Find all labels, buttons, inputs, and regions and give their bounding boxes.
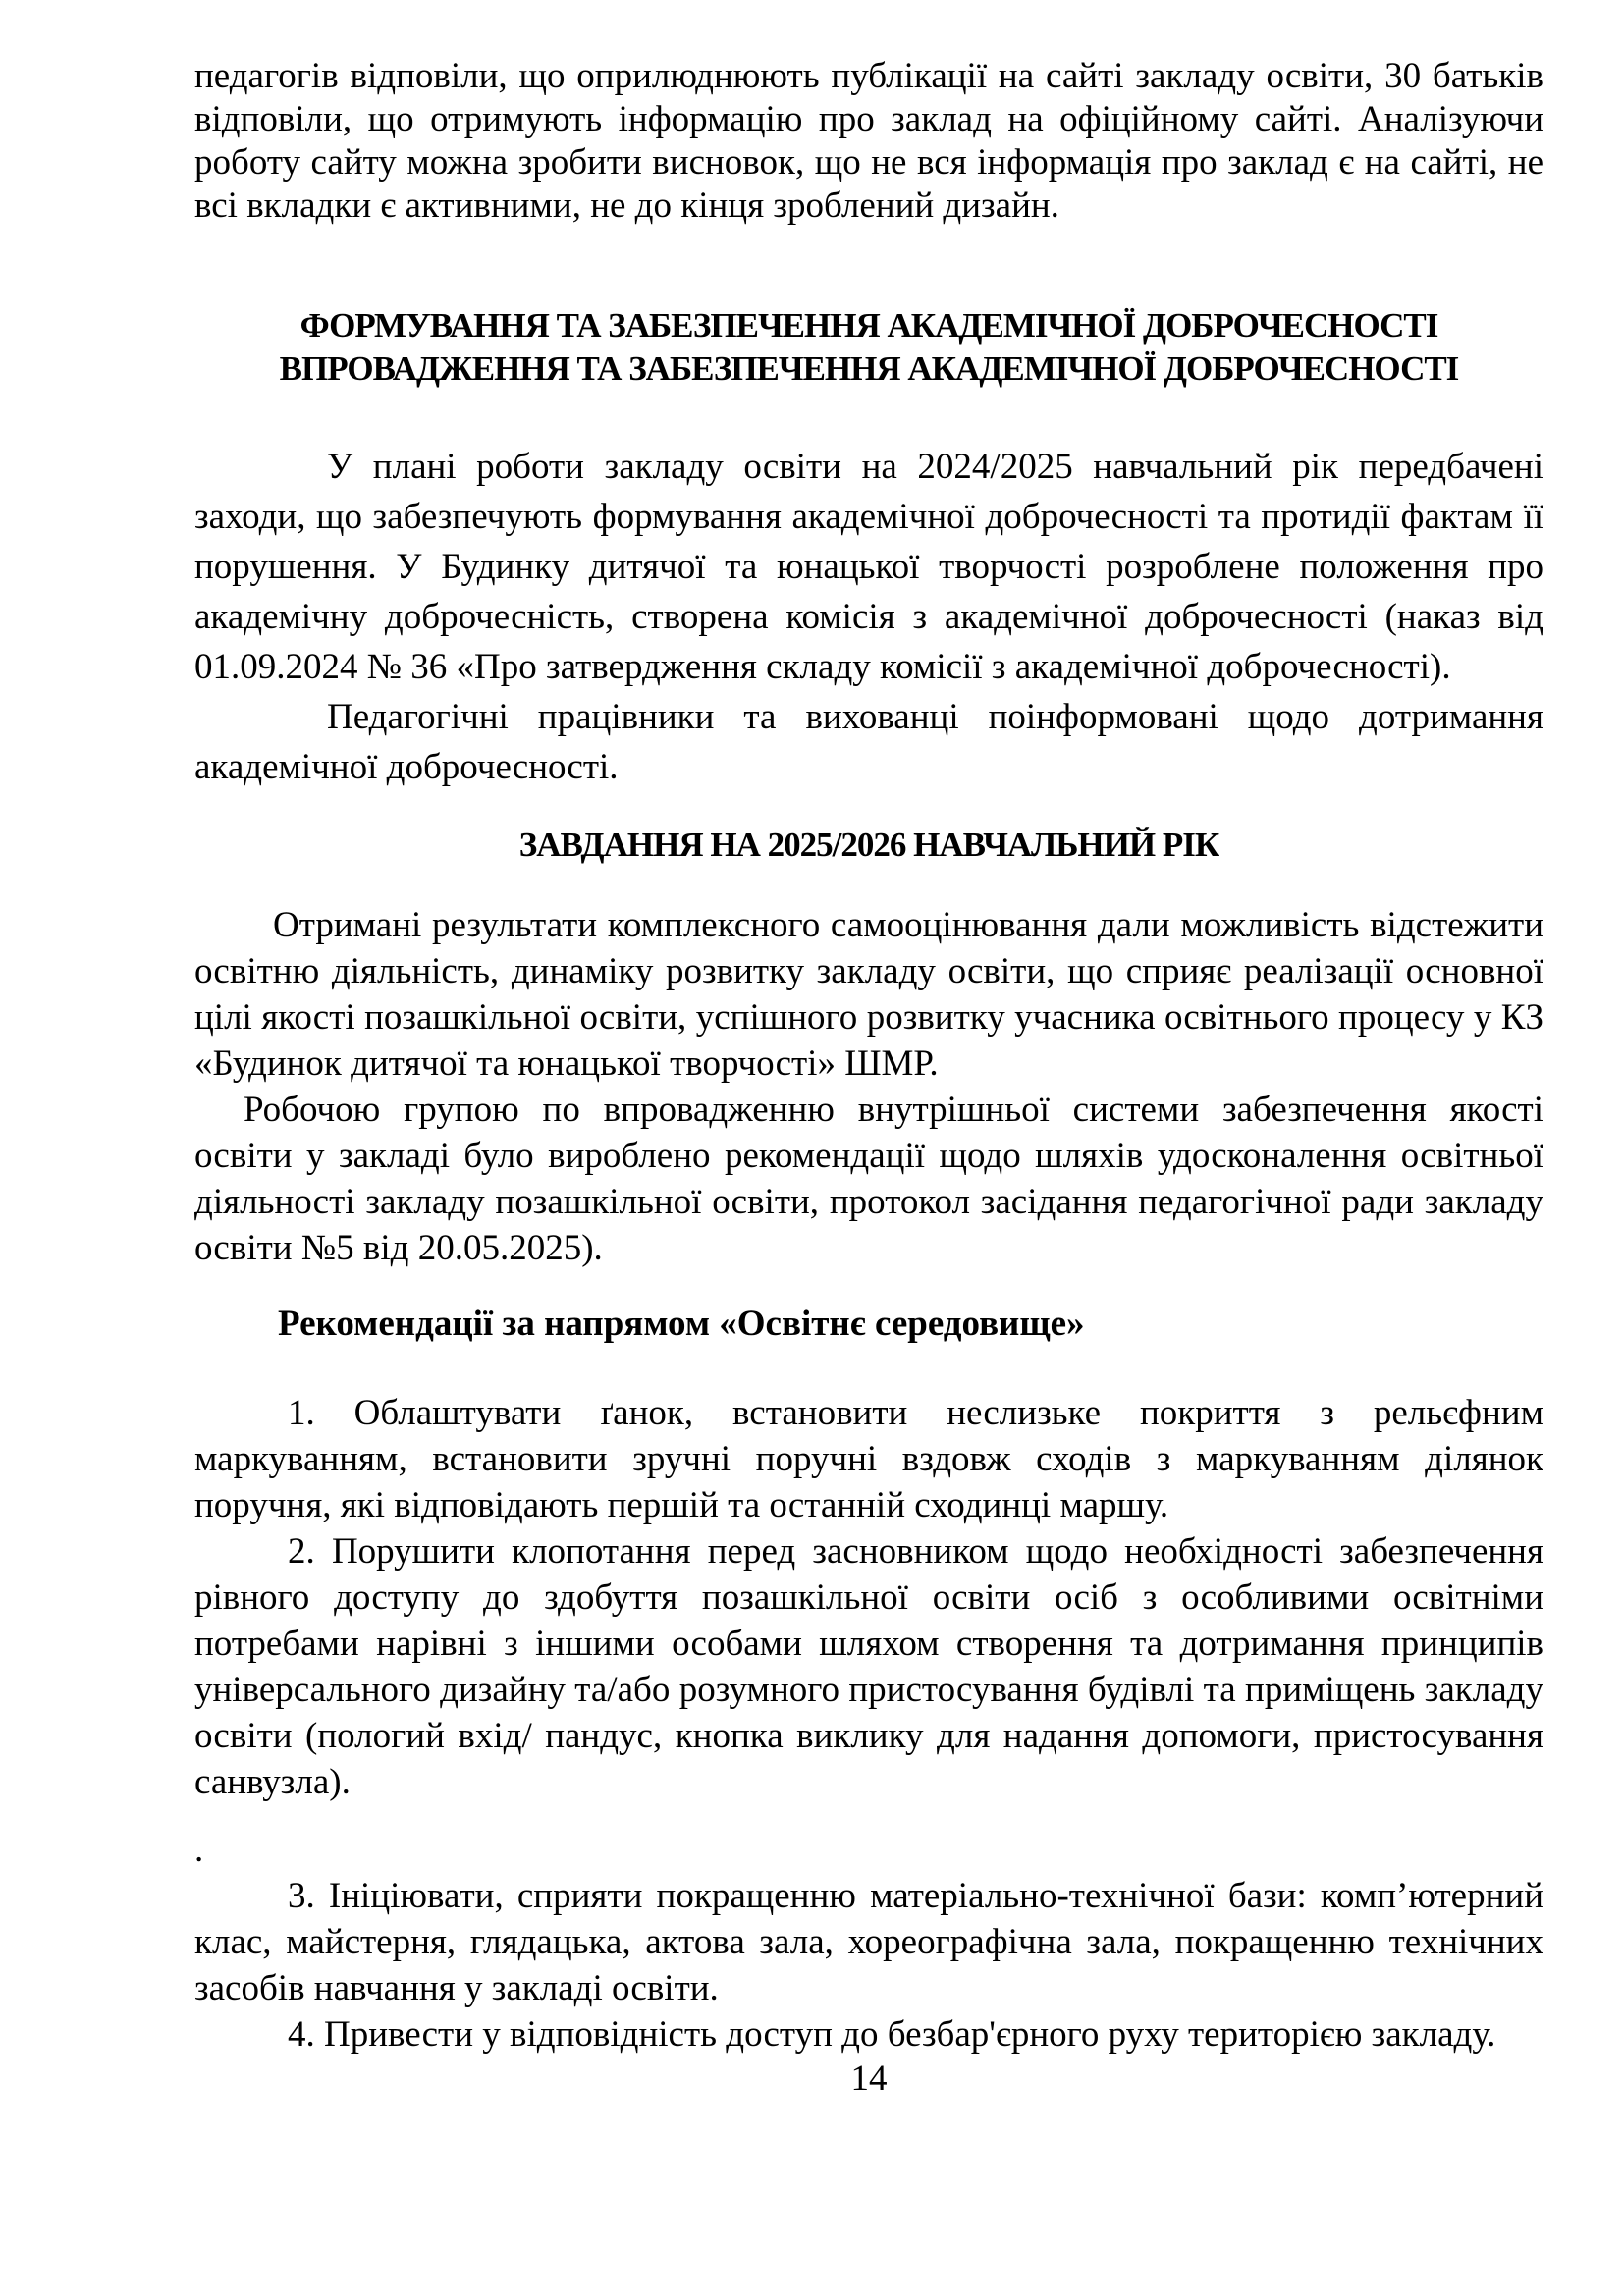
recommendation-item-2 xyxy=(194,1528,1543,1805)
recommendation-item-1-number: 1. xyxy=(288,1393,354,1433)
tasks-paragraph-2: Робочою групою по впровадженню внутрішньої системи забезпечення якості освіти у закладі було вироблено рекомендації щодо шляхів удосконалення освітньої діяльності закладу позашкільної освіти, протокол засідання педагогічної ради закладу освіти №5 від 20.05.2025). xyxy=(194,1090,1543,1268)
stray-period: . xyxy=(194,1830,204,1870)
recommendation-item-4-number: 4. xyxy=(288,2014,324,2055)
tasks-heading: ЗАВДАННЯ НА 2025/2026 НАВЧАЛЬНИЙ РІК xyxy=(518,826,1219,864)
academic-integrity-heading xyxy=(194,304,1543,391)
page-number: 14 xyxy=(850,2058,888,2099)
recommendation-item-3-text: Ініціювати, сприяти покращенню матеріально-технічної бази: комп’ютерний клас, майстерня, глядацька, актова зала, хореографічна зала, покращенню технічних засобів навчання у закладі освіти. xyxy=(194,1876,1544,2008)
recommendation-item-3 xyxy=(194,1873,1543,2011)
academic-integrity-heading-line2: ВПРОВАДЖЕННЯ ТА ЗАБЕЗПЕЧЕННЯ АКАДЕМІЧНОЇ ДОБРОЧЕСНОСТІ xyxy=(279,349,1459,388)
recommendation-item-2-number: 2. xyxy=(288,1531,332,1572)
tasks-paragraph-1: Отримані результати комплексного самооцінювання дали можливість відстежити освітню діяльність, динаміку розвитку закладу освіти, що сприяє реалізації основної цілі якості позашкільної освіти, успішного розвитку учасника освітнього процесу у КЗ «Будинок дитячої та юнацької творчості» ШМР. xyxy=(194,905,1543,1084)
recommendation-item-4-text: Привести у відповідність доступ до безбар'єрного руху територією закладу. xyxy=(324,2014,1496,2055)
page-content xyxy=(194,55,1543,2101)
recommendation-item-3-number: 3. xyxy=(288,1876,329,1916)
academic-integrity-heading-line1: ФОРМУВАННЯ ТА ЗАБЕЗПЕЧЕННЯ АКАДЕМІЧНОЇ ДОБРОЧЕСНОСТІ xyxy=(299,306,1438,345)
recommendation-item-1 xyxy=(194,1390,1543,1528)
academic-integrity-paragraph-2: Педагогічні працівники та вихованці поінформовані щодо дотримання академічної доброчесності. xyxy=(194,697,1543,787)
recommendation-item-2-text: Порушити клопотання перед засновником щодо необхідності забезпечення рівного доступу до здобуття позашкільної освіти осіб з особливими освітніми потребами нарівні з іншими особами шляхом створення та дотримання принципів універсального дизайну та/або розумного пристосування будівлі та приміщень закладу освіти (пологий вхід/ пандус, кнопка виклику для надання допомоги, пристосування санвузла). xyxy=(194,1531,1543,1802)
recommendations-heading: Рекомендації за напрямом «Освітнє середовище» xyxy=(278,1304,1085,1344)
intro-paragraph: педагогів відповіли, що оприлюднюють публікації на сайті закладу освіти, 30 батьків відповіли, що отримують інформацію про заклад на офіційному сайті. Аналізуючи роботу сайту можна зробити висновок, що не вся інформація про заклад є на сайті, не всі вкладки є активними, не до кінця зроблений дизайн. xyxy=(194,56,1543,226)
recommendation-item-1-text: Облаштувати ґанок, встановити неслизьке покриття з рельєфним маркуванням, встановити зручні поручні вздовж сходів з маркуванням ділянок поручня, які відповідають першій та останній сходинці маршу. xyxy=(194,1393,1543,1525)
academic-integrity-paragraph-1: У плані роботи закладу освіти на 2024/2025 навчальний рік передбачені заходи, що забезпечують формування академічної доброчесності та протидії фактам її порушення. У Будинку дитячої та юнацької творчості розроблене положення про академічну доброчесність, створена комісія з академічної доброчесності (наказ від 01.09.2024 № 36 «Про затвердження складу комісії з академічної доброчесності). xyxy=(194,447,1543,687)
recommendation-item-4 xyxy=(194,2011,1543,2057)
